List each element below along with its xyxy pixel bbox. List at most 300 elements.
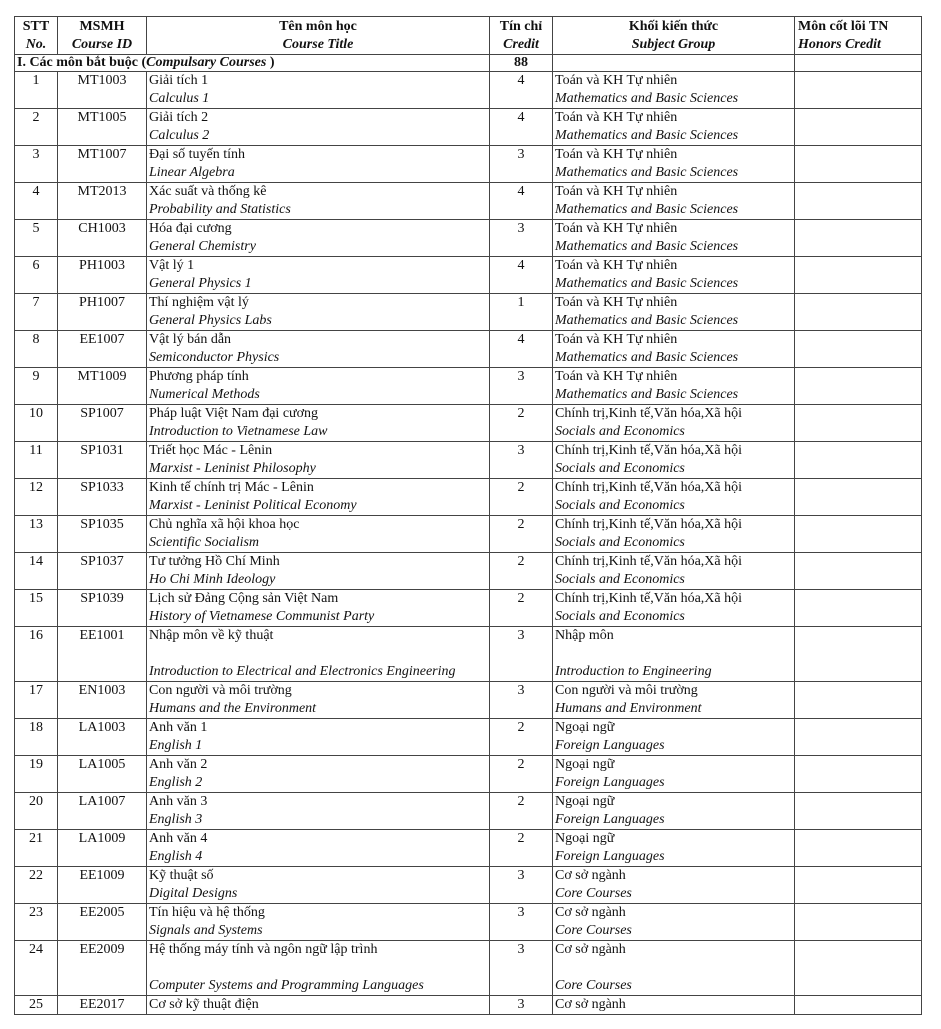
course-subject-group [553, 331, 795, 368]
course-no: 6 [15, 257, 58, 294]
course-title [147, 72, 490, 109]
course-title-vi: Hóa đại cương [149, 221, 232, 236]
section-row [15, 55, 922, 72]
course-no: 12 [15, 479, 58, 516]
course-subject-group [553, 405, 795, 442]
course-title-vi: Giải tích 2 [149, 110, 209, 125]
course-id: LA1003 [58, 719, 147, 756]
course-subject-group [553, 257, 795, 294]
course-honors-credit [795, 257, 922, 294]
course-title [147, 996, 490, 1015]
subject-group-en: Socials and Economics [555, 498, 685, 513]
course-title-en: Calculus 1 [149, 91, 210, 106]
course-title-en: English 3 [149, 812, 203, 827]
subject-group-vi: Toán và KH Tự nhiên [555, 147, 678, 162]
table-row [15, 220, 922, 257]
course-title-vi: Pháp luật Việt Nam đại cương [149, 406, 319, 421]
subject-group-vi: Cơ sở ngành [555, 868, 626, 883]
course-title [147, 442, 490, 479]
course-honors-credit [795, 368, 922, 405]
course-id: MT2013 [58, 183, 147, 220]
subject-group-en: Humans and Environment [555, 701, 702, 716]
header-no [15, 17, 58, 55]
course-honors-credit [795, 294, 922, 331]
course-title-en: Calculus 2 [149, 128, 210, 143]
course-title-vi: Cơ sở kỹ thuật điện [149, 997, 259, 1012]
section-title-vi: I. Các môn bắt buộc ( [17, 55, 147, 70]
course-title-en: Digital Designs [149, 886, 238, 901]
course-credit: 3 [490, 682, 553, 719]
course-title [147, 719, 490, 756]
course-title-vi: Anh văn 3 [149, 794, 208, 809]
subject-group-vi: Ngoại ngữ [555, 831, 615, 846]
subject-group-en: Mathematics and Basic Sciences [555, 276, 739, 291]
course-credit: 2 [490, 405, 553, 442]
course-no: 3 [15, 146, 58, 183]
course-credit: 4 [490, 257, 553, 294]
course-no: 23 [15, 904, 58, 941]
table-row [15, 793, 922, 830]
subject-group-en: Mathematics and Basic Sciences [555, 350, 739, 365]
table-row [15, 590, 922, 627]
course-id: EE1007 [58, 331, 147, 368]
course-title-en: Signals and Systems [149, 923, 263, 938]
subject-group-en: Socials and Economics [555, 572, 685, 587]
subject-group-en: Foreign Languages [555, 738, 665, 753]
course-honors-credit [795, 996, 922, 1015]
course-credit: 2 [490, 719, 553, 756]
course-honors-credit [795, 72, 922, 109]
course-credit: 2 [490, 553, 553, 590]
course-no: 13 [15, 516, 58, 553]
subject-group-en: Socials and Economics [555, 535, 685, 550]
course-no: 16 [15, 627, 58, 682]
subject-group-vi: Toán và KH Tự nhiên [555, 332, 678, 347]
table-row [15, 405, 922, 442]
course-title-vi: Tín hiệu và hệ thống [149, 905, 265, 920]
course-subject-group [553, 830, 795, 867]
course-subject-group [553, 220, 795, 257]
course-no: 10 [15, 405, 58, 442]
subject-group-en: Mathematics and Basic Sciences [555, 91, 739, 106]
subject-group-en: Mathematics and Basic Sciences [555, 128, 739, 143]
subject-group-vi: Chính trị,Kinh tế,Văn hóa,Xã hội [555, 591, 743, 606]
course-credit: 4 [490, 183, 553, 220]
header-credit-en: Credit [503, 37, 539, 52]
table-row [15, 479, 922, 516]
course-no: 7 [15, 294, 58, 331]
course-title-en: English 1 [149, 738, 203, 753]
subject-group-en: Core Courses [555, 978, 632, 993]
table-row [15, 183, 922, 220]
course-credit: 3 [490, 867, 553, 904]
table-row [15, 904, 922, 941]
subject-group-vi: Cơ sở ngành [555, 997, 626, 1012]
subject-group-vi: Chính trị,Kinh tế,Văn hóa,Xã hội [555, 406, 743, 421]
course-honors-credit [795, 442, 922, 479]
header-honors-credit [795, 17, 922, 55]
course-title-vi: Con người và môi trường [149, 683, 292, 698]
course-title-en: English 4 [149, 849, 203, 864]
course-title [147, 479, 490, 516]
subject-group-en: Foreign Languages [555, 775, 665, 790]
course-title-en: Linear Algebra [149, 165, 235, 180]
table-row [15, 756, 922, 793]
course-credit: 3 [490, 368, 553, 405]
course-title-en: Marxist - Leninist Political Economy [149, 498, 357, 513]
header-row [15, 17, 922, 55]
course-title-vi: Thí nghiệm vật lý [149, 295, 249, 310]
subject-group-vi: Ngoại ngữ [555, 794, 615, 809]
course-title-vi: Anh văn 4 [149, 831, 208, 846]
course-no: 17 [15, 682, 58, 719]
course-title-en: General Chemistry [149, 239, 256, 254]
table-row [15, 331, 922, 368]
course-no: 9 [15, 368, 58, 405]
subject-group-vi: Cơ sở ngành [555, 905, 626, 920]
course-list [15, 55, 922, 1015]
course-honors-credit [795, 793, 922, 830]
subject-group-vi: Ngoại ngữ [555, 720, 615, 735]
course-no: 22 [15, 867, 58, 904]
course-honors-credit [795, 904, 922, 941]
course-title-en: Marxist - Leninist Philosophy [149, 461, 316, 476]
section-group-empty [553, 55, 795, 72]
course-title-vi: Kinh tế chính trị Mác - Lênin [149, 480, 314, 495]
subject-group-vi: Ngoại ngữ [555, 757, 615, 772]
course-no: 14 [15, 553, 58, 590]
header-course-title-vi: Tên môn học [279, 19, 357, 34]
course-title [147, 405, 490, 442]
course-title [147, 904, 490, 941]
course-id: SP1037 [58, 553, 147, 590]
course-title-vi: Giải tích 1 [149, 73, 209, 88]
course-no: 11 [15, 442, 58, 479]
course-credit: 3 [490, 996, 553, 1015]
table-row [15, 368, 922, 405]
course-subject-group [553, 904, 795, 941]
course-id: LA1007 [58, 793, 147, 830]
course-credit: 3 [490, 904, 553, 941]
course-title [147, 867, 490, 904]
subject-group-en: Introduction to Engineering [555, 664, 712, 679]
course-id: SP1039 [58, 590, 147, 627]
course-title-vi: Nhập môn về kỹ thuật [149, 628, 274, 643]
course-title-en: Semiconductor Physics [149, 350, 280, 365]
course-title [147, 682, 490, 719]
course-title [147, 830, 490, 867]
course-honors-credit [795, 941, 922, 996]
subject-group-vi: Toán và KH Tự nhiên [555, 369, 678, 384]
table-row [15, 294, 922, 331]
course-id: EE2005 [58, 904, 147, 941]
course-no: 5 [15, 220, 58, 257]
course-title-vi: Hệ thống máy tính và ngôn ngữ lập trình [149, 942, 378, 957]
course-subject-group [553, 996, 795, 1015]
subject-group-vi: Toán và KH Tự nhiên [555, 184, 678, 199]
header-course-id-vi: MSMH [79, 19, 125, 34]
header-honors-credit-vi: Môn cốt lõi TN [798, 19, 889, 34]
course-title [147, 331, 490, 368]
course-credit: 4 [490, 109, 553, 146]
course-honors-credit [795, 719, 922, 756]
course-no: 20 [15, 793, 58, 830]
course-title-vi: Chủ nghĩa xã hội khoa học [149, 517, 300, 532]
course-title-en: General Physics 1 [149, 276, 252, 291]
course-title-vi: Phương pháp tính [149, 369, 249, 384]
subject-group-vi: Chính trị,Kinh tế,Văn hóa,Xã hội [555, 480, 743, 495]
table-row [15, 627, 922, 682]
table-row [15, 719, 922, 756]
table-row [15, 146, 922, 183]
header-no-en: No. [25, 37, 47, 52]
course-id: SP1007 [58, 405, 147, 442]
course-id: EE2017 [58, 996, 147, 1015]
course-credit: 4 [490, 72, 553, 109]
course-credit: 2 [490, 516, 553, 553]
header-no-vi: STT [22, 19, 50, 34]
subject-group-en: Socials and Economics [555, 461, 685, 476]
header-credit-vi: Tín chỉ [499, 19, 543, 34]
course-title [147, 368, 490, 405]
course-title-vi: Anh văn 1 [149, 720, 208, 735]
course-title-vi: Anh văn 2 [149, 757, 208, 772]
course-title-en: English 2 [149, 775, 203, 790]
course-subject-group [553, 627, 795, 682]
subject-group-vi: Cơ sở ngành [555, 942, 626, 957]
course-subject-group [553, 442, 795, 479]
course-subject-group [553, 479, 795, 516]
course-title-vi: Triết học Mác - Lênin [149, 443, 273, 458]
course-id: PH1007 [58, 294, 147, 331]
course-honors-credit [795, 756, 922, 793]
course-subject-group [553, 553, 795, 590]
course-title-en: Probability and Statistics [149, 202, 291, 217]
course-subject-group [553, 590, 795, 627]
table-row [15, 553, 922, 590]
course-title-en: Scientific Socialism [149, 535, 260, 550]
course-title-vi: Xác suất và thống kê [149, 184, 267, 199]
course-title [147, 627, 490, 682]
course-id: CH1003 [58, 220, 147, 257]
course-no: 19 [15, 756, 58, 793]
course-title-vi: Tư tưởng Hồ Chí Minh [149, 554, 280, 569]
subject-group-en: Mathematics and Basic Sciences [555, 239, 739, 254]
subject-group-vi: Toán và KH Tự nhiên [555, 295, 678, 310]
header-course-title-en: Course Title [282, 37, 354, 52]
course-title-en: Ho Chi Minh Ideology [149, 572, 276, 587]
course-title [147, 109, 490, 146]
subject-group-en: Foreign Languages [555, 849, 665, 864]
course-no: 21 [15, 830, 58, 867]
header-subject-group-vi: Khối kiến thức [628, 19, 719, 34]
course-credit: 3 [490, 442, 553, 479]
course-honors-credit [795, 331, 922, 368]
section-honors-empty [795, 55, 922, 72]
course-honors-credit [795, 109, 922, 146]
course-title [147, 590, 490, 627]
course-title-en: Computer Systems and Programming Languages [149, 978, 424, 993]
subject-group-vi: Chính trị,Kinh tế,Văn hóa,Xã hội [555, 443, 743, 458]
course-title [147, 146, 490, 183]
course-id: SP1031 [58, 442, 147, 479]
course-id: MT1007 [58, 146, 147, 183]
table-row [15, 516, 922, 553]
subject-group-vi: Toán và KH Tự nhiên [555, 73, 678, 88]
table-row [15, 830, 922, 867]
course-title [147, 941, 490, 996]
subject-group-en: Mathematics and Basic Sciences [555, 202, 739, 217]
course-title-vi: Kỹ thuật số [149, 868, 214, 883]
course-honors-credit [795, 867, 922, 904]
course-no: 25 [15, 996, 58, 1015]
course-subject-group [553, 294, 795, 331]
table-row [15, 257, 922, 294]
subject-group-vi: Con người và môi trường [555, 683, 698, 698]
course-honors-credit [795, 553, 922, 590]
course-honors-credit [795, 405, 922, 442]
course-subject-group [553, 719, 795, 756]
course-id: MT1003 [58, 72, 147, 109]
subject-group-vi: Chính trị,Kinh tế,Văn hóa,Xã hội [555, 554, 743, 569]
course-credit: 2 [490, 590, 553, 627]
subject-group-en: Mathematics and Basic Sciences [555, 313, 739, 328]
course-title [147, 220, 490, 257]
course-subject-group [553, 941, 795, 996]
course-id: SP1035 [58, 516, 147, 553]
header-course-title [147, 17, 490, 55]
course-subject-group [553, 183, 795, 220]
course-credit: 2 [490, 830, 553, 867]
course-id: SP1033 [58, 479, 147, 516]
header-subject-group-en: Subject Group [631, 37, 716, 52]
subject-group-en: Socials and Economics [555, 424, 685, 439]
course-id: LA1009 [58, 830, 147, 867]
course-id: EE2009 [58, 941, 147, 996]
subject-group-vi: Chính trị,Kinh tế,Văn hóa,Xã hội [555, 517, 743, 532]
course-credit: 3 [490, 627, 553, 682]
course-title-vi: Đại số tuyến tính [149, 147, 246, 162]
course-subject-group [553, 72, 795, 109]
course-subject-group [553, 516, 795, 553]
course-title-en: Humans and the Environment [149, 701, 317, 716]
table-row [15, 72, 922, 109]
course-id: EE1001 [58, 627, 147, 682]
table-row [15, 109, 922, 146]
header-course-id-en: Course ID [71, 37, 133, 52]
course-title-en: Introduction to Electrical and Electronics Engineering [149, 664, 456, 679]
course-subject-group [553, 109, 795, 146]
course-subject-group [553, 793, 795, 830]
table-row [15, 996, 922, 1015]
course-subject-group [553, 867, 795, 904]
subject-group-en: Socials and Economics [555, 609, 685, 624]
course-title [147, 183, 490, 220]
course-title-en: General Physics Labs [149, 313, 272, 328]
section-credits: 88 [490, 55, 553, 72]
course-honors-credit [795, 146, 922, 183]
table-row [15, 941, 922, 996]
table-row [15, 867, 922, 904]
course-credit: 4 [490, 331, 553, 368]
course-honors-credit [795, 627, 922, 682]
course-credit: 3 [490, 941, 553, 996]
section-title-end: ) [266, 55, 275, 70]
table-row [15, 442, 922, 479]
course-title-en: Numerical Methods [149, 387, 260, 402]
header-credit [490, 17, 553, 55]
course-title-en: History of Vietnamese Communist Party [149, 609, 375, 624]
subject-group-en: Mathematics and Basic Sciences [555, 165, 739, 180]
curriculum-table [14, 16, 922, 1015]
course-no: 15 [15, 590, 58, 627]
course-honors-credit [795, 479, 922, 516]
course-credit: 2 [490, 793, 553, 830]
course-id: EE1009 [58, 867, 147, 904]
subject-group-en: Foreign Languages [555, 812, 665, 827]
course-no: 2 [15, 109, 58, 146]
table-row [15, 682, 922, 719]
course-title [147, 294, 490, 331]
course-honors-credit [795, 590, 922, 627]
header-course-id [58, 17, 147, 55]
subject-group-vi: Toán và KH Tự nhiên [555, 110, 678, 125]
subject-group-vi: Nhập môn [555, 628, 614, 643]
course-honors-credit [795, 682, 922, 719]
course-id: MT1005 [58, 109, 147, 146]
course-title [147, 793, 490, 830]
subject-group-vi: Toán và KH Tự nhiên [555, 221, 678, 236]
course-credit: 3 [490, 220, 553, 257]
course-subject-group [553, 756, 795, 793]
course-no: 1 [15, 72, 58, 109]
course-id: PH1003 [58, 257, 147, 294]
course-subject-group [553, 368, 795, 405]
course-honors-credit [795, 516, 922, 553]
subject-group-en: Mathematics and Basic Sciences [555, 387, 739, 402]
course-title-en: Introduction to Vietnamese Law [149, 424, 328, 439]
course-credit: 1 [490, 294, 553, 331]
course-title [147, 257, 490, 294]
course-credit: 2 [490, 479, 553, 516]
course-title [147, 756, 490, 793]
course-no: 24 [15, 941, 58, 996]
course-id: EN1003 [58, 682, 147, 719]
course-no: 8 [15, 331, 58, 368]
course-no: 18 [15, 719, 58, 756]
course-title [147, 516, 490, 553]
course-subject-group [553, 146, 795, 183]
course-title [147, 553, 490, 590]
subject-group-en: Core Courses [555, 923, 632, 938]
course-no: 4 [15, 183, 58, 220]
course-subject-group [553, 682, 795, 719]
course-id: MT1009 [58, 368, 147, 405]
course-title-vi: Vật lý bán dẫn [149, 332, 232, 347]
course-title-vi: Lịch sử Đảng Cộng sản Việt Nam [149, 591, 339, 606]
course-title-vi: Vật lý 1 [149, 258, 195, 273]
course-credit: 2 [490, 756, 553, 793]
header-honors-credit-en: Honors Credit [798, 37, 881, 52]
course-honors-credit [795, 830, 922, 867]
subject-group-en: Core Courses [555, 886, 632, 901]
course-honors-credit [795, 183, 922, 220]
section-title [15, 55, 490, 72]
section-title-en: Compulsary Courses [146, 55, 267, 70]
header-subject-group [553, 17, 795, 55]
course-id: LA1005 [58, 756, 147, 793]
course-credit: 3 [490, 146, 553, 183]
